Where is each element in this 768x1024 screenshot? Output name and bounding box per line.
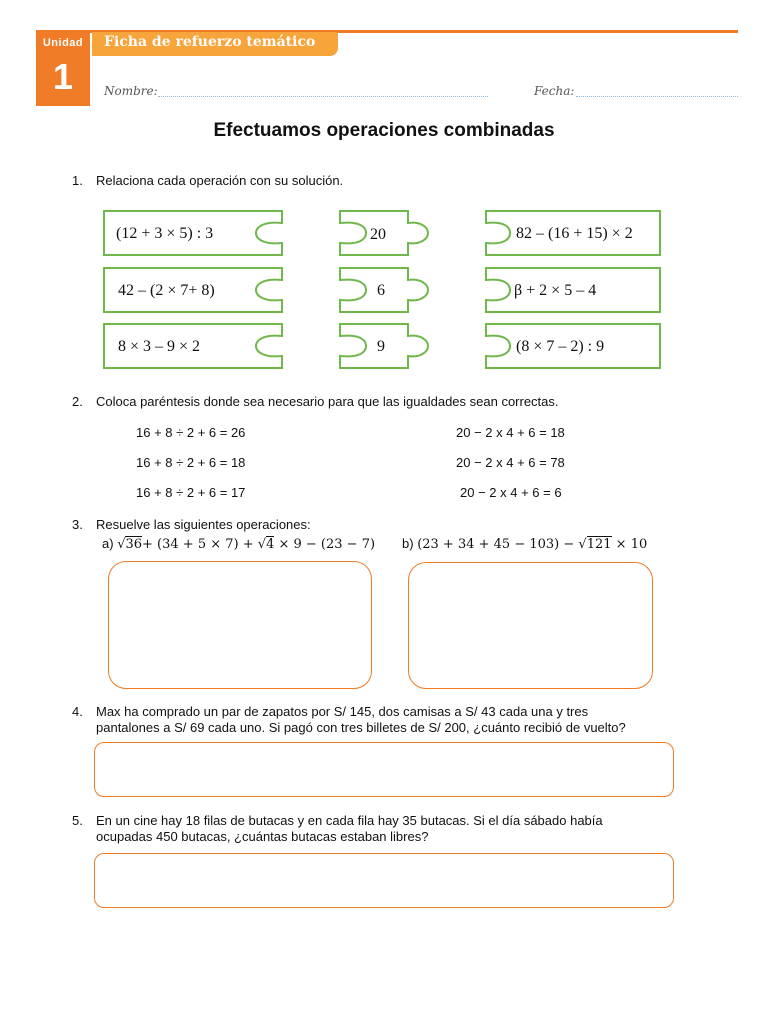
puzzle-left-3-text: 8 × 3 – 9 × 2 (118, 338, 201, 355)
q2-right-eq-3: 20 − 2 x 4 + 6 = 6 (460, 485, 562, 500)
q5-line-2: ocupadas 450 butacas, ¿cuántas butacas estaban libres? (96, 829, 429, 844)
page-title: Efectuamos operaciones combinadas (213, 120, 555, 141)
puzzle-piece-middle-2[interactable] (338, 268, 432, 312)
q4-number: 4. (72, 704, 83, 719)
puzzle-piece-middle-3[interactable] (338, 324, 432, 368)
q1-text: Relaciona cada operación con su solución. (96, 173, 344, 188)
q3-a-part-1: + (34 + 5 × 7) + (142, 537, 258, 552)
q3-b-part-2: × 10 (611, 537, 648, 552)
q3-a-label: a) (102, 536, 114, 551)
q2-right-eq-2: 20 − 2 x 4 + 6 = 78 (456, 455, 565, 470)
puzzle-middle-3-text: 9 (377, 338, 385, 355)
name-label: Nombre: (104, 84, 158, 98)
q3-a-root-1: 36 (125, 537, 143, 552)
q2-left-eq-2: 16 + 8 ÷ 2 + 6 = 18 (136, 455, 246, 470)
q3-b-expression (402, 536, 647, 552)
date-label: Fecha: (534, 84, 575, 98)
unit-label: Unidad (42, 37, 84, 49)
q3-b-label: b) (402, 536, 414, 551)
q4-line-1: Max ha comprado un par de zapatos por S/ 145, dos camisas a S/ 43 cada una y tres (96, 704, 589, 719)
q5-number: 5. (72, 813, 83, 828)
q3-a-part-2: × 9 − (23 − 7) (274, 537, 376, 552)
q4-line-2: pantalones a S/ 69 cada uno. Si pagó con tres billetes de S/ 200, ¿cuánto recibió de vuelto? (96, 720, 626, 735)
q5-line-1: En un cine hay 18 filas de butacas y en cada fila hay 35 butacas. Si el día sábado había (96, 813, 603, 828)
q3-b-root: 121 (586, 537, 612, 552)
date-field[interactable] (576, 96, 738, 97)
q2-left-eq-1: 16 + 8 ÷ 2 + 6 = 26 (136, 425, 246, 440)
header-tab-title: Ficha de refuerzo temático (104, 34, 316, 50)
puzzle-right-2-text: β + 2 × 5 – 4 (514, 282, 597, 299)
puzzle-left-2-text: 42 – (2 × 7+ 8) (118, 282, 215, 299)
q2-text: Coloca paréntesis donde sea necesario para que las igualdades sean correctas. (96, 394, 559, 409)
q3-a-root-2: 4 (266, 537, 275, 552)
puzzle-middle-2-text: 6 (377, 282, 385, 299)
unit-number: 1 (52, 56, 74, 97)
q3-a-answer-box[interactable] (108, 561, 372, 689)
name-field[interactable] (158, 96, 488, 97)
q1-number: 1. (72, 173, 83, 188)
q3-text: Resuelve las siguientes operaciones: (96, 517, 311, 532)
q2-number: 2. (72, 394, 83, 409)
q3-a-math: √36+ (34 + 5 × 7) + √4 × 9 − (23 − 7) (117, 537, 376, 552)
q2-right-eq-1: 20 − 2 x 4 + 6 = 18 (456, 425, 565, 440)
q3-b-part-1: (23 + 34 + 45 − 103) − (417, 537, 579, 552)
puzzle-right-1-text: 82 – (16 + 15) × 2 (516, 225, 633, 242)
puzzle-middle-1-text: 20 (370, 226, 386, 243)
q3-a-expression (102, 536, 375, 552)
q2-left-eq-3: 16 + 8 ÷ 2 + 6 = 17 (136, 485, 246, 500)
puzzle-left-1-text: (12 + 3 × 5) : 3 (116, 225, 214, 242)
puzzle-right-3-text: (8 × 7 – 2) : 9 (516, 338, 605, 355)
q3-number: 3. (72, 517, 83, 532)
q5-answer-box[interactable] (94, 853, 674, 908)
q3-b-answer-box[interactable] (408, 562, 653, 689)
q3-b-math: (23 + 34 + 45 − 103) − √121 × 10 (417, 537, 648, 552)
q4-answer-box[interactable] (94, 742, 674, 797)
